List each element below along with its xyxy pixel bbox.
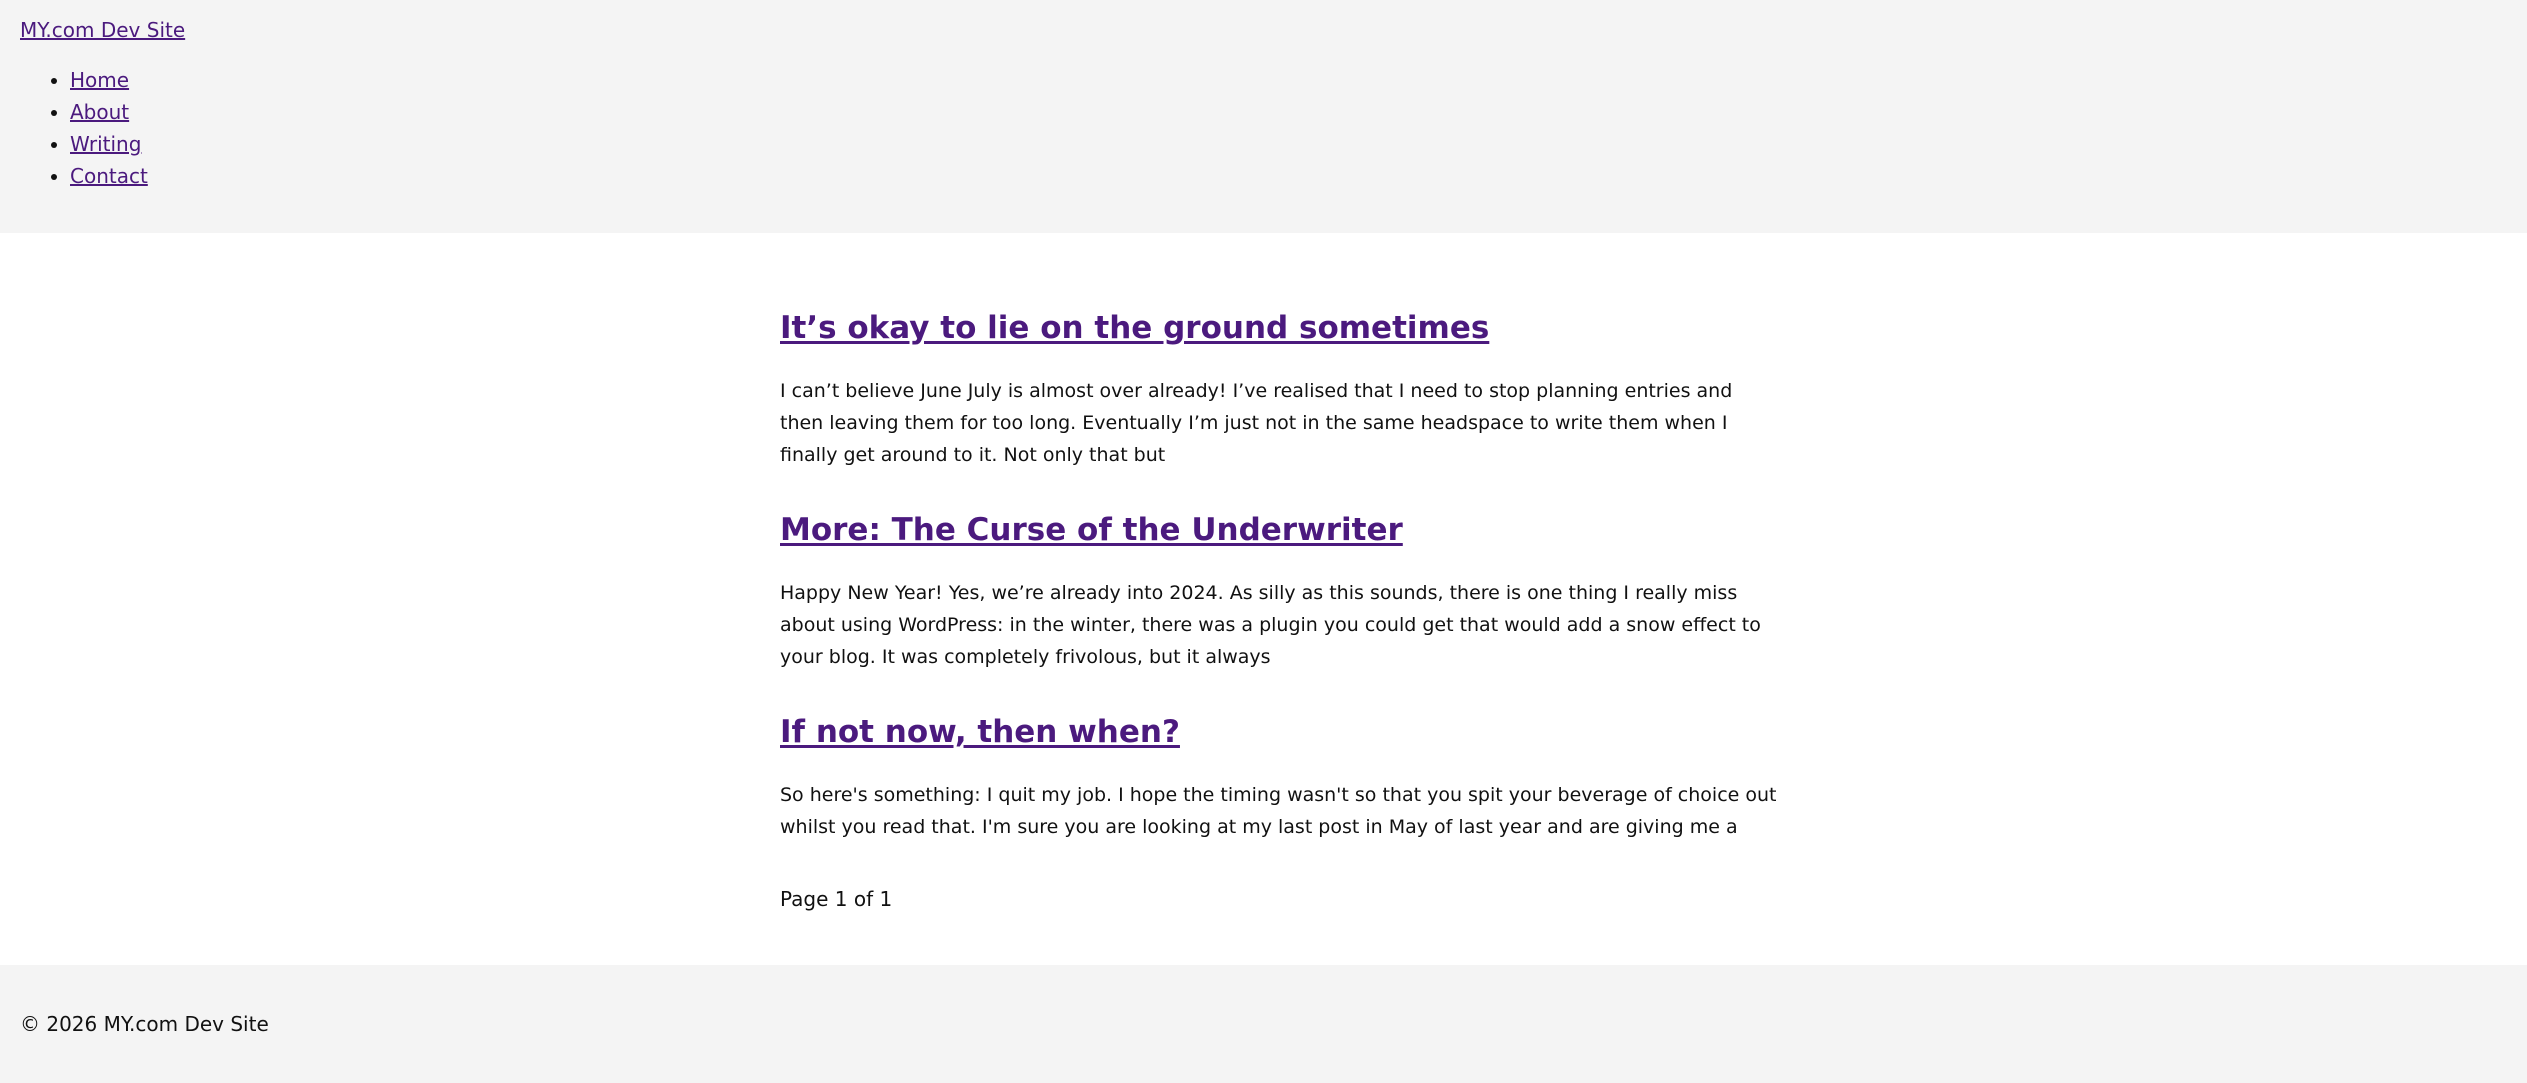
post-excerpt: I can’t believe June July is almost over already! I’ve realised that I need to stop planning entries and then leaving them for too long. Eventually I’m just not in the same headspace to write them when I finally get around to it. Not only that but (780, 380, 1733, 466)
nav-item-contact (70, 160, 2507, 192)
nav-link-writing[interactable]: Writing (70, 132, 142, 156)
site-footer (0, 965, 2527, 1083)
nav-link-home[interactable]: Home (70, 68, 130, 92)
post-title-link[interactable]: It’s okay to lie on the ground sometimes (780, 310, 1490, 346)
nav-list (20, 64, 2507, 192)
nav-link-contact[interactable]: Contact (70, 164, 148, 188)
post-title-link[interactable]: More: The Curse of the Underwriter (780, 512, 1403, 548)
post-list (780, 309, 1780, 915)
nav-item-about (70, 96, 2507, 128)
post-item (780, 309, 1780, 471)
main-nav (20, 64, 2507, 192)
post-title (780, 511, 1780, 549)
nav-item-writing (70, 128, 2507, 160)
footer-copyright: © 2026 MY.com Dev Site (20, 1012, 269, 1036)
nav-link-about[interactable]: About (70, 100, 130, 124)
post-item (780, 713, 1780, 843)
post-title (780, 713, 1780, 751)
site-title-link[interactable]: MY.com Dev Site (20, 18, 186, 42)
pagination-status: Page 1 of 1 (780, 887, 893, 911)
site-header (0, 0, 2527, 233)
nav-item-home (70, 64, 2507, 96)
post-title (780, 309, 1780, 347)
post-item (780, 511, 1780, 673)
post-title-link[interactable]: If not now, then when? (780, 714, 1180, 750)
post-excerpt: So here's something: I quit my job. I hope the timing wasn't so that you spit your beverage of choice out whilst you read that. I'm sure you are looking at my last post in May of last year and are giving me a (780, 784, 1777, 838)
main-content (0, 233, 2527, 965)
post-excerpt: Happy New Year! Yes, we’re already into 2024. As silly as this sounds, there is one thing I really miss about using WordPress: in the winter, there was a plugin you could get that would add a snow effect to your blog. It was completely frivolous, but it always (780, 582, 1761, 668)
